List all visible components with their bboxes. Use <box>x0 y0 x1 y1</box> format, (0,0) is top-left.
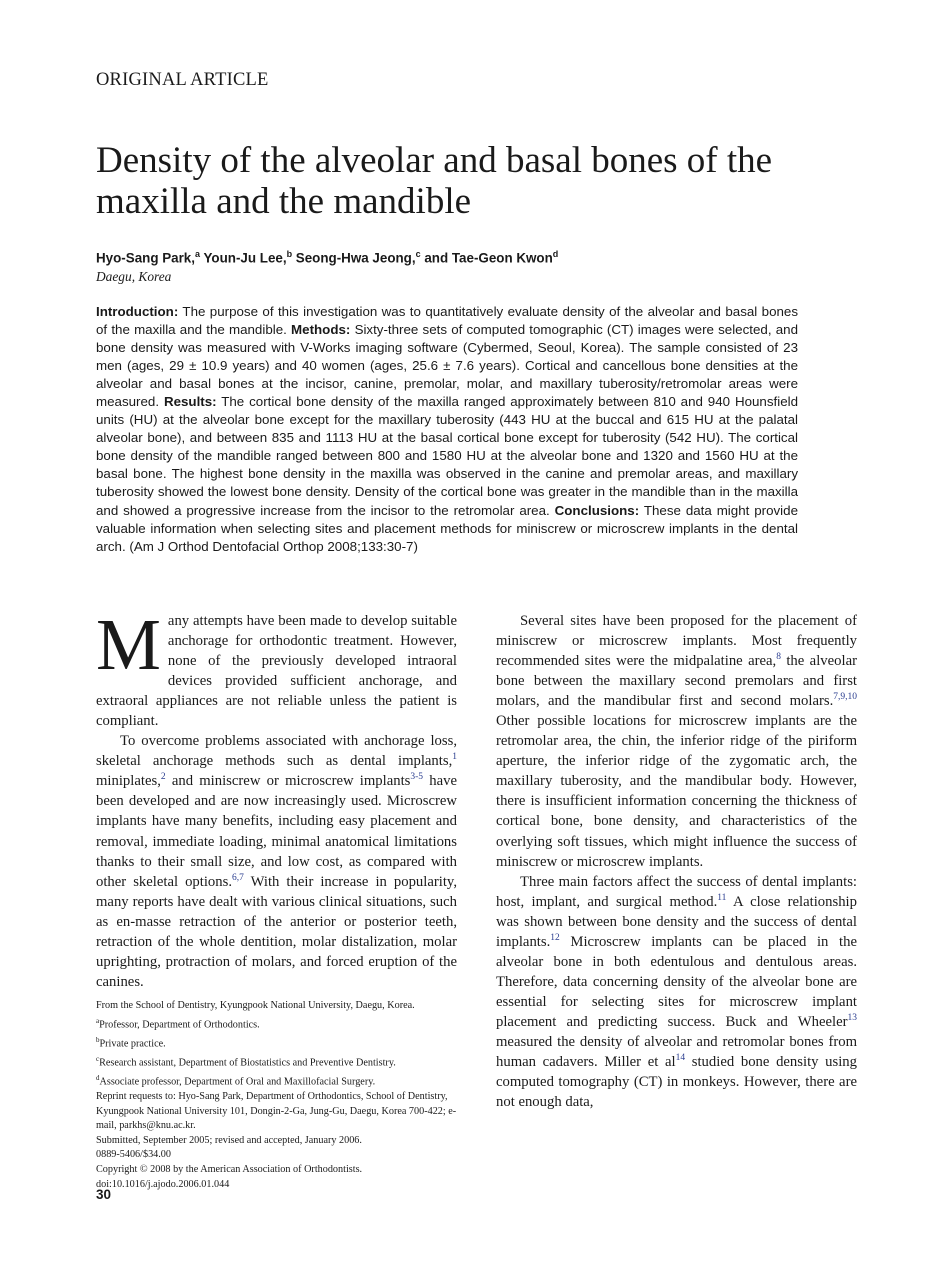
paragraph-text: Three main factors affect the success of dental implants: host, implant, and surgical method. <box>496 873 857 910</box>
affiliation-mark: b <box>286 249 293 259</box>
author-location: Daegu, Korea <box>96 269 172 284</box>
citation-link[interactable]: 3-5 <box>410 772 424 783</box>
paragraph-text: have been developed and are now increasingly used. Microscrew implants have many benefits, including easy placement and removal, immediate loading, minimal anatomical limitations thanks to their small size, and low cost, as compared with other skeletal options. <box>96 773 457 890</box>
paragraph-text: any attempts have been made to develop suitable anchorage for orthodontic treatment. However, none of the previously developed intraoral devices provided sufficient anchorage, and extraoral appliances are not reliable unless the patient is compliant. <box>96 613 457 730</box>
paragraph-text: and miniscrew or microscrew implants <box>165 773 411 790</box>
abstract-results-text: The cortical bone density of the maxilla ranged approximately between 810 and 940 Hounsfield units (HU) at the alveolar bone except for the maxillary tuberosity (443 HU at the buccal and 615 HU at the palatal alveolar bone), and between 835 and 1113 HU at the basal cortical bone except for tuberosity (542 HU). The cortical bone density of the mandible ranged between 800 and 1580 HU at the alveolar bone and 1320 and 1560 HU at the basal bone. The highest bone density in the maxilla was observed in the canine and premolar areas, and maxillary tuberosity showed the lowest bone density. Density of the cortical bone was greater in the mandible than in the maxilla and showed a progressive increase from the incisor to the retromolar area. <box>96 394 798 518</box>
abstract-methods-label: Methods: <box>291 322 351 338</box>
author-name: Hyo-Sang Park, <box>96 250 195 266</box>
author-name: and Tae-Geon Kwon <box>424 250 553 266</box>
citation-link[interactable]: 6,7 <box>232 872 244 883</box>
section-label: ORIGINAL ARTICLE <box>96 70 269 90</box>
paragraph-text: To overcome problems associated with anchorage loss, skeletal anchorage methods such as dental implants, <box>96 733 457 770</box>
abstract <box>96 303 798 556</box>
citation-link[interactable]: 1 <box>452 752 457 763</box>
body-paragraph <box>496 611 857 872</box>
paragraph-text: studied bone density using computed tomography (CT) in monkeys. However, there are not enough data, <box>496 1054 857 1111</box>
citation-link[interactable]: 8 <box>776 652 781 663</box>
citation-link[interactable]: 7,9,10 <box>833 692 857 703</box>
author-name: Youn-Ju Lee, <box>203 250 287 266</box>
footnote-submitted: Submitted, September 2005; revised and accepted, January 2006. <box>96 1134 362 1146</box>
paragraph-text: Microscrew implants can be placed in the alveolar bone in both edentulous and dentulous areas. Therefore, data concerning density of the alveolar bone are essential for selecting sites for microscrew implant placement and predicting success. Buck and Wheeler <box>496 933 857 1030</box>
affiliation-mark: c <box>415 249 421 259</box>
abstract-results-label: Results: <box>163 394 217 410</box>
citation-link[interactable]: 13 <box>847 1013 857 1024</box>
body-column-right <box>496 611 857 1112</box>
abstract-methods-text: Sixty-three sets of computed tomographic (CT) images were selected, and bone density was measured with V-Works imaging software (Cybermed, Seoul, Korea). The sample consisted of 23 men (ages, 29 ± 10.9 years) and 40 women (ages, 25.6 ± 7.6 years). Cortical and cancellous bone densities at the alveolar and basal bones at the incisor, canine, premolar, molar, and maxillary tuberosity/retromolar areas were measured. <box>96 322 798 410</box>
citation-link[interactable]: 2 <box>160 772 166 783</box>
page-number: 30 <box>96 1187 112 1202</box>
abstract-intro-text: The purpose of this investigation was to quantitatively evaluate density of the alveolar and basal bones of the maxilla and the mandible. <box>96 304 799 338</box>
affiliation-mark: d <box>552 249 559 259</box>
paragraph-text: With their increase in popularity, many reports have dealt with various clinical situations, such as en-masse retraction of the anterior or posterior teeth, retraction of the whole dentition, molar distalization, molar uprighting, protraction of molars, and forced eruption of the canines. <box>96 873 457 990</box>
body-paragraph <box>96 731 457 992</box>
abstract-intro-label: Introduction: <box>96 304 179 319</box>
drop-cap: M <box>96 604 161 685</box>
footnote-issn: 0889-5406/$34.00 <box>96 1149 171 1161</box>
body-paragraph <box>96 604 457 731</box>
paragraph-text: measured the density of alveolar and retromolar bones from human cadavers. Miller et al <box>496 1033 857 1071</box>
abstract-conclusions-label: Conclusions: <box>554 502 640 518</box>
article-title: Density of the alveolar and basal bones of the maxilla and the mandible <box>96 140 773 222</box>
footnote-d: $^d$Associate professor, Department of Oral and Maxillofacial Surgery. <box>96 1073 376 1088</box>
footnote-b: $^b$Private practice. <box>96 1035 166 1050</box>
citation-link[interactable]: 12 <box>550 932 560 943</box>
footnote-reprint: Reprint requests to: Hyo-Sang Park, Department of Orthodontics, School of Dentistry, Kyungpook National University 101, Dongin-2-Ga, Jung-Gu, Daegu, Korea 700-422; e-mail, parkhs@knu.ac.kr. <box>96 1090 457 1132</box>
footnote-c: $^c$Research assistant, Department of Biostatistics and Preventive Dentistry. <box>96 1054 396 1069</box>
affiliation-mark: a <box>194 249 200 259</box>
footnotes <box>96 999 458 1192</box>
author-name: Seong-Hwa Jeong, <box>295 250 416 266</box>
footnote-a: $^a$Professor, Department of Orthodontics. <box>96 1016 260 1031</box>
paragraph-text: the alveolar bone between the maxillary second premolars and first molars, and the mandibular first and second molars. <box>496 653 857 710</box>
footnote-copyright: Copyright © 2008 by the American Association of Orthodontists. <box>96 1164 363 1176</box>
body-column-left <box>96 604 457 992</box>
paragraph-text: miniplates, <box>96 773 161 790</box>
paragraph-text: Other possible locations for microscrew implants are the retromolar area, the chin, the inferior ridge of the piriform aperture, the inferior ridge of the zygomatic arch, the maxillary tuberosity, and the mandibular body. However, there is insufficient information concerning the thickness of cortical bone, bone density, and characteristics of the overlying soft tissues, which might influence the success of miniscrew or microscrew implants. <box>496 713 857 870</box>
footnote-from: From the School of Dentistry, Kyungpook National University, Daegu, Korea. <box>96 1000 415 1011</box>
body-paragraph <box>496 872 857 1113</box>
author-list <box>96 249 558 265</box>
citation-link[interactable]: 14 <box>675 1053 686 1064</box>
footnote-doi[interactable]: doi:10.1016/j.ajodo.2006.01.044 <box>96 1178 230 1190</box>
paragraph-text: Several sites have been proposed for the placement of miniscrew or microscrew implants. Most frequently recommended sites were the midpalatine area, <box>496 613 857 670</box>
citation-link[interactable]: 11 <box>717 892 727 903</box>
paragraph-text: A close relationship was shown between bone density and the success of dental implants. <box>496 893 857 950</box>
abstract-conclusions-text: These data might provide valuable information when selecting sites and placement methods for miniscrew or microscrew implants in the dental arch. (Am J Orthod Dentofacial Orthop 2008;133:30-7) <box>96 502 798 554</box>
